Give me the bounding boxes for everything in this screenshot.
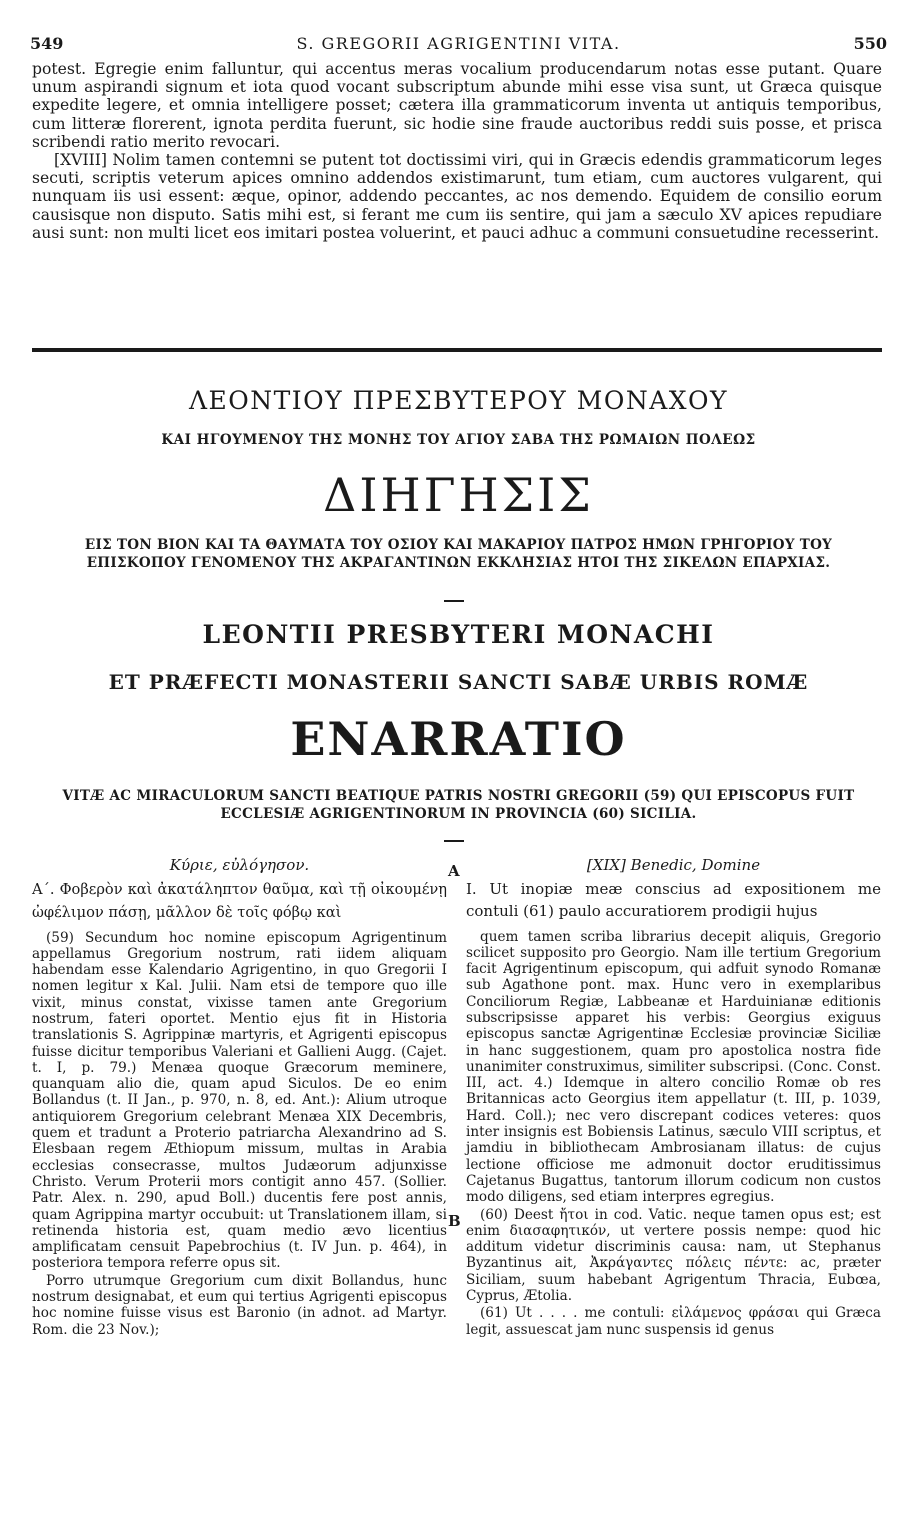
intro-paragraph-2: [XVIII] Nolim tamen contemni se putent tot doctissimi viri, qui in Græcis edendis grammaticorum leges secuti, scriptis veterum apices omnino addendos existimarunt, tum etiam, cum auctores vulgarent, qui nunquam iis usi essent: æque, opinor, addendo peccantes, ac nos demendo. Equidem de consilio eorum causisque non disputo. Satis mihi est, si ferant me cum iis sentire, qui jam a sæculo XV apices repudiare ausi sunt: non multi licet eos imitari postea voluerint, et pauci adhuc a communi consuetudine recesserint.: [32, 151, 882, 242]
greek-subtitle: ΚΑΙ ΗΓΟΥΜΕΝΟΥ ΤΗΣ ΜΟΝΗΣ ΤΟΥ ΑΓΙΟΥ ΣΑΒΑ ΤΗΣ ΡΩΜΑΙΩΝ ΠΟΛΕΩΣ: [161, 432, 756, 448]
latin-big-title: ENARRATIO: [290, 712, 627, 766]
section-rule: [32, 348, 882, 352]
running-title: S. GREGORII AGRIGENTINI VITA.: [296, 34, 621, 53]
running-header: [30, 34, 887, 56]
footnote-59-end: quem tamen scriba librarius decepit aliquis, Gregorio scilicet supposito pro Georgio. Nam ille tertium Gregorium facit Agrigentinum episcopum, qui adfuit synodo Romanæ sub Agathone pont. max. Hunc vero in exemplaribus Conciliorum Regiæ, Labbeanæ et Harduinianæ editionis subscripsisse apparet his verbis: Georgius exiguus episcopus sanctæ Agrigentinæ Ecclesiæ provinciæ Siciliæ in hanc suggestionem, quam pro apostolica nostra fide unanimiter construximus, similiter subscripsi. (Conc. Const. III, act. 4.) Idemque in altero concilio Romæ ob res Britannicas acto Georgius item appellatur (t. III, p. 1039, Hard. Coll.); nec vero discrepant codices veteres: quos inter insignis est Bobiensis Latinus, sæculo VIII scriptus, et jamdiu in bibliothecam Ambrosianam illatus: de cujus lectione officiose me admonuit doctor eruditissimus Cajetanus Bugattus, tantorum illorum codicum non custos modo diligens, sed etiam interpres egregius.: [466, 928, 881, 1206]
footnote-59: (59) Secundum hoc nomine episcopum Agrigentinum appellamus Gregorium nostrum, rati iidem aliquam habendam esse Kalendario Agrigentino, in quo Gregorii I nomen legitur x Kal. Julii. Nam etsi de tempore quo ille vixit, minus constat, vixisse tamen ante Gregorium nostrum, fateri oportet. Mentio ejus fit in Historia translationis S. Agrippinæ martyris, et Agrigenti episcopus fuisse dicitur temporibus Valeriani et Gallieni Augg. (Cajet. t. I, p. 79.) Menæa quoque Græcorum meminere, quanquam alio die, quam apud Siculos. De eo enim Bollandus (t. II Jan., p. 970, n. 8, ed. Ant.): Alium utroque antiquiorem Gregorium celebrant Menæa XIX Decembris, quem et tradunt a Proterio patriarcha Alexandrino ad S. Elesbaan regem Æthiopum missum, multas in Arabia ecclesias consecrasse, multos Judæorum adjunxisse Christo. Verum Proterii mors contigit anno 457. (Sollier. Patr. Alex. n. 290, apud Boll.) ducentis fere post annis, quam Agrippina martyr occubuit: ut Translationem illam, si retinenda historia est, quam medio ævo licentius amplificatam censuit Papebrochius (t. IV Jun. p. 464), in posteriora tempora referre opus sit.: [32, 929, 447, 1272]
greek-description-line-2: ΕΠΙΣΚΟΠΟΥ ΓΕΝΟΜΕΝΟΥ ΤΗΣ ΑΚΡΑΓΑΝΤΙΝΩΝ ΕΚΚΛΗΣΙΑΣ ΗΤΟΙ ΤΗΣ ΣΙΚΕΛΩΝ ΕΠΑΡΧΙΑΣ.: [86, 555, 831, 571]
page-number-right: 550: [853, 34, 887, 53]
margin-letter-a: A: [448, 862, 460, 880]
column-divider-dash: [444, 840, 464, 842]
footnote-59-continued: Porro utrumque Gregorium cum dixit Bollandus, hunc nostrum designabat, et eum qui tertius Agrigenti episcopus hoc nomine fuisse visus est Baronio (in adnot. ad Martyr. Rom. die 23 Nov.);: [32, 1272, 447, 1338]
latin-description-line-1: VITÆ AC MIRACULORUM SANCTI BEATIQUE PATRIS NOSTRI GREGORII (59) QUI EPISCOPUS FUIT: [62, 788, 855, 804]
greek-body-text: Α΄. Φοβερὸν καὶ ἀκατάληπτον θαῦμα, καὶ τῇ οἰκουμένῃ ὠφέλιμον πάσῃ, μᾶλλον δὲ τοῖς φόβῳ καὶ: [32, 880, 447, 921]
page-number-left: 549: [30, 34, 64, 53]
latin-title: LEONTII PRESBYTERI MONACHI: [202, 620, 715, 649]
intro-paragraph-1: potest. Egregie enim falluntur, qui accentus meras vocalium producendarum notas esse putant. Quare unum aspirandi signum et iota quod vocant subscriptum abunde mihi esse visa sunt, ut Græca quisque expedite legere, et omnia intelligere posset; cætera illa grammaticorum inventa ut antiquis temporibus, cum litteræ florerent, ignota perdita fuerunt, sic hodie sine fraude auctoribus reddi suis posse, et prisca scribendi ratio merito revocari.: [32, 60, 882, 151]
right-column: [466, 856, 881, 1338]
greek-title: ΛΕΟΝΤΙΟΥ ΠΡΕΣΒΥΤΕΡΟΥ ΜΟΝΑΧΟΥ: [188, 386, 729, 415]
footnote-60: (60) Deest ἤτοι in cod. Vatic. neque tamen opus est; est enim διασαφητικόν, ut vertere possis nempe: quod hic additum videtur discriminis causa: nam, ut Stephanus Byzantinus ait, Ἀκράγαντες πόλεις πέντε: ac, præter Siciliam, suum habebant Agrigentum Thracia, Eubœa, Cyprus, Ætolia.: [466, 1206, 881, 1305]
footnote-61: (61) Ut . . . . me contuli: εἰλάμενος φράσαι qui Græca legit, assuescat jam nunc suspensis id genus: [466, 1305, 881, 1338]
heading-divider: [444, 600, 464, 602]
greek-big-title: ΔΙΗΓΗΣΙΣ: [323, 468, 594, 522]
latin-subtitle: ET PRÆFECTI MONASTERII SANCTI SABÆ URBIS ROMÆ: [108, 670, 809, 694]
latin-invocation: [XIX] Benedic, Domine: [586, 856, 761, 874]
left-column: [32, 856, 447, 1338]
margin-letter-b: B: [448, 1212, 461, 1230]
intro-text: [32, 60, 882, 242]
greek-description-line-1: ΕΙΣ ΤΟΝ ΒΙΟΝ ΚΑΙ ΤΑ ΘΑΥΜΑΤΑ ΤΟΥ ΟΣΙΟΥ ΚΑΙ ΜΑΚΑΡΙΟΥ ΠΑΤΡΟΣ ΗΜΩΝ ΓΡΗΓΟΡΙΟΥ ΤΟΥ: [84, 537, 833, 553]
latin-body-text: I. Ut inopiæ meæ conscius ad expositionem me contuli (61) paulo accuratiorem prodigii hujus: [466, 879, 881, 920]
latin-description-line-2: ECCLESIÆ AGRIGENTINORUM IN PROVINCIA (60) SICILIA.: [220, 806, 697, 822]
greek-invocation: Κύριε, εὐλόγησον.: [169, 856, 310, 874]
